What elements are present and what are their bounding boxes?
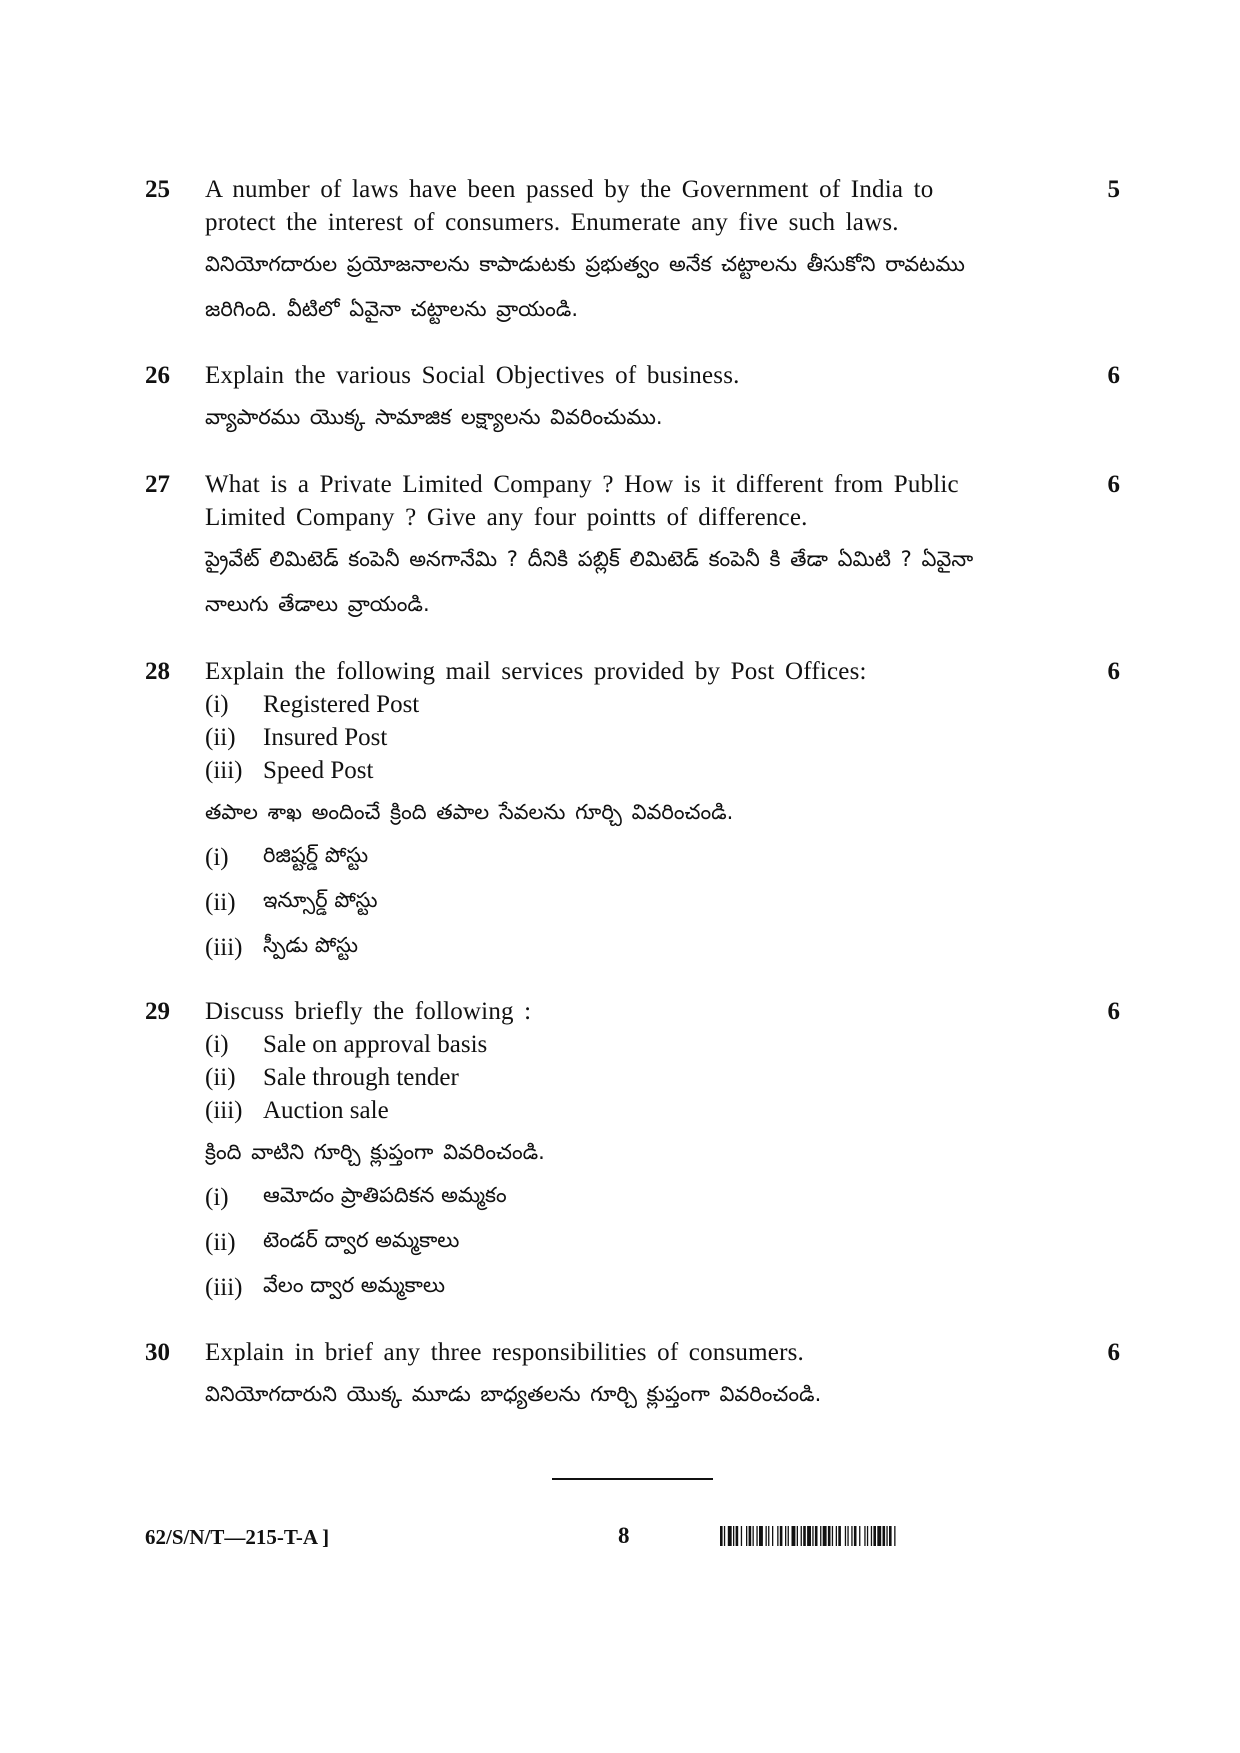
question-marks: 6: [1107, 998, 1120, 1025]
page-number: 8: [618, 1523, 630, 1548]
english-text-line: protect the interest of consumers. Enumerate any five such laws.: [205, 209, 899, 236]
question-number: 26: [145, 362, 170, 389]
question-29: [145, 995, 1120, 1310]
english-text-line: A number of laws have been passed by the Government of India to: [205, 176, 934, 203]
barcode-bar: [733, 1526, 734, 1546]
telugu-text-line: క్రింది వాటిని గూర్చి క్లుప్తంగా వివరించండి.: [205, 1140, 545, 1164]
english-option: [205, 1094, 1065, 1127]
option-marker: (i): [205, 1183, 229, 1211]
barcode-bar: [883, 1526, 886, 1546]
option-text: స్పీడు పోస్టు: [263, 932, 359, 957]
barcode-bar: [873, 1526, 876, 1546]
end-rule-divider: [552, 1478, 713, 1480]
question-number: 28: [145, 658, 170, 685]
english-text-line: Discuss briefly the following :: [205, 998, 532, 1025]
question-30: [145, 1336, 1120, 1417]
option-text: Sale through tender: [263, 1064, 459, 1091]
option-marker: (iii): [205, 1097, 243, 1124]
question-26: [145, 359, 1120, 440]
english-text-line: Explain the various Social Objectives of business.: [205, 362, 740, 389]
english-option: [205, 1061, 1065, 1094]
barcode-bar: [838, 1526, 841, 1546]
option-marker: (i): [205, 843, 229, 871]
barcode-bar: [772, 1526, 773, 1546]
option-text: ఇన్సూర్డ్ పోస్టు: [263, 887, 378, 912]
question-body: [205, 359, 1065, 440]
question-marks: 6: [1107, 471, 1120, 498]
question-body: [205, 468, 1065, 627]
english-text-line: Limited Company ? Give any four pointts of difference.: [205, 504, 808, 531]
question-27: [145, 468, 1120, 627]
barcode-bar: [746, 1526, 747, 1546]
english-text-line: What is a Private Limited Company ? How is it different from Public: [205, 471, 959, 498]
option-marker: (ii): [205, 724, 236, 751]
question-number: 30: [145, 1339, 170, 1366]
barcode-bar: [859, 1526, 860, 1546]
paper-code: 62/S/N/T—215-T-A ]: [145, 1525, 330, 1549]
telugu-option: [205, 1175, 1065, 1220]
barcode-bar: [797, 1526, 798, 1546]
barcode-bar: [845, 1526, 846, 1546]
option-text: Insured Post: [263, 724, 388, 751]
english-option: [205, 721, 1065, 754]
question-body: [205, 173, 1065, 332]
barcode-bar: [768, 1526, 769, 1546]
telugu-text-line: వినియోగదారుల ప్రయోజనాలను కాపాడుటకు ప్రభుత్వం అనేక చట్టాలను తీసుకోని రావటము: [205, 252, 965, 276]
option-text: రిజిష్టర్డ్ పోస్టు: [263, 842, 369, 867]
barcode-bar: [720, 1526, 723, 1546]
telugu-option: [205, 1265, 1065, 1310]
option-text: వేలం ద్వార అమ్మకాలు: [263, 1272, 446, 1297]
telugu-text-line: తపాల శాఖ అందించే క్రింది తపాల సేవలను గూర్చి వివరించండి.: [205, 800, 734, 824]
question-28: [145, 655, 1120, 970]
barcode-bar: [807, 1526, 811, 1546]
question-marks: 6: [1107, 658, 1120, 685]
barcode-image: [720, 1526, 984, 1546]
option-marker: (iii): [205, 757, 243, 784]
barcode-bar: [871, 1526, 872, 1546]
option-marker: (i): [205, 1031, 229, 1058]
barcode-bar: [792, 1526, 796, 1546]
barcode-bar: [854, 1526, 857, 1546]
question-number: 25: [145, 176, 170, 203]
telugu-text-line: నాలుగు తేడాలు వ్రాయండి.: [205, 592, 430, 616]
option-marker: (ii): [205, 1228, 236, 1256]
question-marks: 6: [1107, 362, 1120, 389]
barcode-bar: [759, 1526, 763, 1546]
barcode-bar: [753, 1526, 754, 1546]
question-25: [145, 173, 1120, 332]
english-text-line: Explain the following mail services provided by Post Offices:: [205, 658, 867, 685]
barcode-bar: [886, 1526, 887, 1546]
telugu-text-line: వ్యాపారము యొక్క సామాజిక లక్ష్యాలను వివరించుము.: [205, 405, 663, 429]
barcode-bar: [724, 1526, 725, 1546]
option-text: Registered Post: [263, 691, 420, 718]
question-body: [205, 995, 1065, 1310]
barcode-bar: [756, 1526, 757, 1546]
barcode-bar: [894, 1526, 895, 1546]
question-body: [205, 1336, 1065, 1417]
barcode-bar: [741, 1526, 742, 1546]
barcode-bar: [812, 1526, 813, 1546]
barcode-bar: [736, 1526, 739, 1546]
question-marks: 5: [1107, 176, 1120, 203]
option-marker: (ii): [205, 888, 236, 916]
barcode-bar: [820, 1526, 821, 1546]
option-marker: (iii): [205, 933, 243, 961]
option-text: Auction sale: [263, 1097, 389, 1124]
barcode-bar: [780, 1526, 783, 1546]
telugu-option: [205, 835, 1065, 880]
barcode-bar: [788, 1526, 789, 1546]
english-option: [205, 688, 1065, 721]
option-text: Sale on approval basis: [263, 1031, 488, 1058]
barcode-bar: [803, 1526, 806, 1546]
telugu-option: [205, 880, 1065, 925]
barcode-bar: [823, 1526, 827, 1546]
barcode-bar: [777, 1526, 778, 1546]
barcode-bar: [728, 1526, 732, 1546]
option-text: టెండర్ ద్వార అమ్మకాలు: [263, 1227, 460, 1252]
option-marker: (ii): [205, 1064, 236, 1091]
barcode-bar: [832, 1526, 833, 1546]
question-number: 29: [145, 998, 170, 1025]
telugu-text-line: వినియోగదారుని యొక్క మూడు బాధ్యతలను గూర్చి క్లుప్తంగా వివరించండి.: [205, 1382, 822, 1406]
barcode-bar: [766, 1526, 767, 1546]
option-marker: (iii): [205, 1273, 243, 1301]
barcode-bar: [836, 1526, 837, 1546]
barcode-bar: [847, 1526, 848, 1546]
telugu-option: [205, 925, 1065, 970]
question-marks: 6: [1107, 1339, 1120, 1366]
barcode-bar: [828, 1526, 831, 1546]
barcode-bar: [877, 1526, 881, 1546]
option-text: Speed Post: [263, 757, 374, 784]
barcode-bar: [749, 1526, 752, 1546]
barcode-bar: [851, 1526, 852, 1546]
english-option: [205, 754, 1065, 787]
english-text-line: Explain in brief any three responsibilities of consumers.: [205, 1339, 804, 1366]
option-marker: (i): [205, 691, 229, 718]
barcode-bar: [867, 1526, 868, 1546]
barcode-bar: [801, 1526, 802, 1546]
telugu-option: [205, 1220, 1065, 1265]
barcode-bar: [815, 1526, 818, 1546]
question-body: [205, 655, 1065, 970]
telugu-text-line: జరిగింది. వీటిలో ఏవైనా చట్టాలను వ్రాయండి.: [205, 297, 579, 321]
telugu-text-line: ప్రైవేట్ లిమిటెడ్ కంపెనీ అనగానేమి ? దీనికి పబ్లిక్ లిమిటెడ్ కంపెనీ కి తేడా ఏమిటి ? ఏవైనా: [205, 547, 974, 571]
barcode-bar: [864, 1526, 865, 1546]
option-text: ఆమోదం ప్రాతిపదికన అమ్మకం: [263, 1182, 507, 1207]
english-option: [205, 1028, 1065, 1061]
question-number: 27: [145, 471, 170, 498]
barcode-bar: [785, 1526, 786, 1546]
barcode-bar: [889, 1526, 892, 1546]
